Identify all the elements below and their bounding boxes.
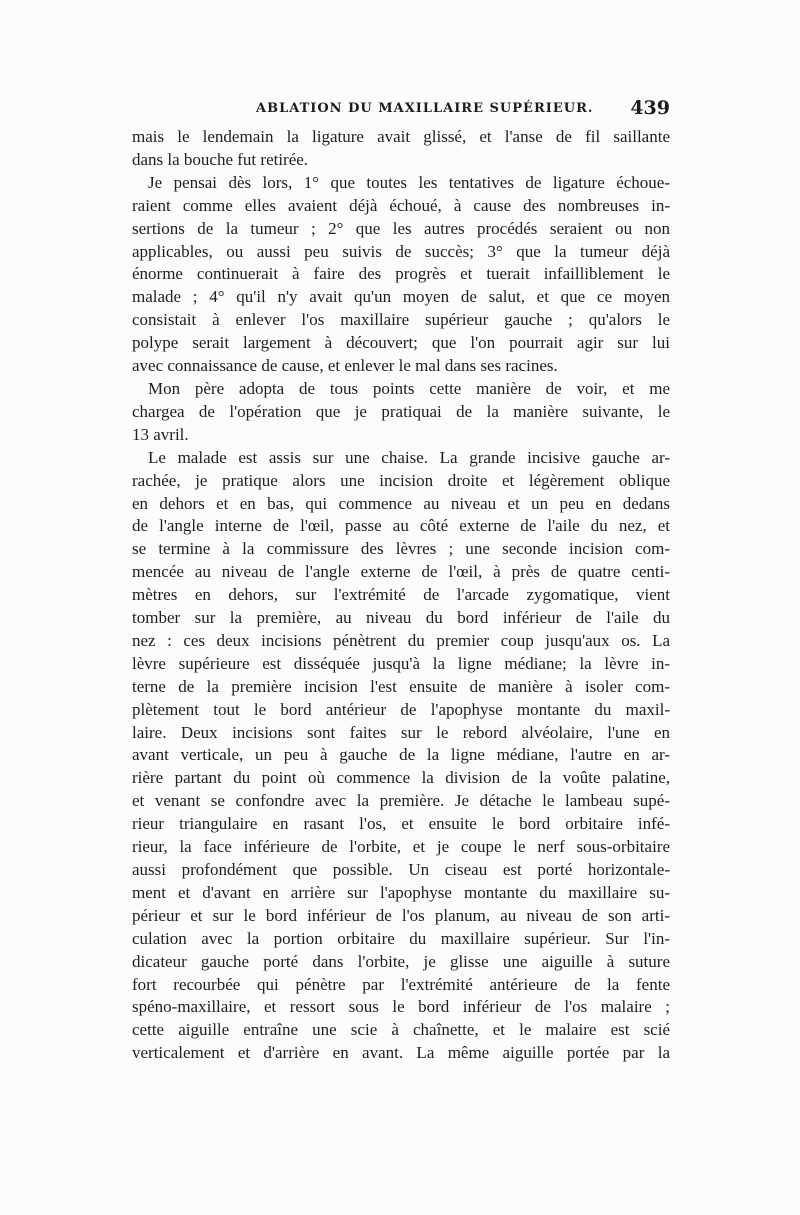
text-line: applicables, ou aussi peu suivis de succès; 3° que la tumeur déjà [132, 241, 670, 261]
text-line: avant verticale, un peu à gauche de la ligne médiane, l'autre en ar- [132, 745, 670, 765]
text-line: en dehors et en bas, qui commence au niveau et un peu en dedans [132, 493, 670, 513]
body-text [132, 126, 670, 1065]
page-number: 439 [630, 97, 670, 119]
text-line: dicateur gauche porté dans l'orbite, je glisse une aiguille à suture [132, 951, 670, 971]
text-line: rieur triangulaire en rasant l'os, et ensuite le bord orbitaire infé- [132, 814, 670, 834]
text-line: mais le lendemain la ligature avait glissé, et l'anse de fil saillante [132, 127, 670, 146]
text-line: chargea de l'opération que je pratiquai de la manière suivante, le [132, 401, 670, 421]
text-line: nez : ces deux incisions pénètrent du premier coup jusqu'aux os. La [132, 630, 670, 650]
text-line: rieur, la face inférieure de l'orbite, et je coupe le nerf sous-orbitaire [132, 837, 670, 857]
text-line: avec connaissance de cause, et enlever le mal dans ses racines. [132, 356, 558, 376]
text-line: Mon père adopta de tous points cette manière de voir, et me [148, 378, 670, 398]
paragraph [132, 447, 670, 1065]
text-line: laire. Deux incisions sont faites sur le rebord alvéolaire, l'une en [132, 722, 670, 742]
text-line: lèvre supérieure est disséquée jusqu'à la ligne médiane; la lèvre in- [132, 653, 670, 673]
text-line: rière partant du point où commence la division de la voûte palatine, [132, 768, 670, 788]
text-line: de l'angle interne de l'œil, passe au côté externe de l'aile du nez, et [132, 516, 670, 536]
text-line: raient comme elles avaient déjà échoué, à cause des nombreuses in- [132, 195, 670, 215]
text-line: se termine à la commissure des lèvres ; une seconde incision com- [132, 539, 670, 559]
text-line: consistait à enlever l'os maxillaire supérieur gauche ; qu'alors le [132, 310, 670, 330]
text-line: énorme continuerait à faire des progrès et tuerait infailliblement le [132, 264, 670, 284]
text-line: rachée, je pratique alors une incision droite et légèrement oblique [132, 470, 670, 490]
text-line: plètement tout le bord antérieur de l'apophyse montante du maxil- [132, 699, 670, 719]
text-line: verticalement et d'arrière en avant. La même aiguille portée par la [132, 1043, 670, 1063]
text-line: et venant se confondre avec la première. Je détache le lambeau supé- [132, 791, 670, 811]
text-line: Le malade est assis sur une chaise. La grande incisive gauche ar- [148, 447, 670, 467]
paragraph [132, 172, 670, 378]
text-line: dans la bouche fut retirée. [132, 149, 309, 169]
paragraph [132, 126, 670, 172]
text-line: polype serait largement à découvert; que l'on pourrait agir sur lui [132, 333, 670, 353]
running-head: ABLATION DU MAXILLAIRE SUPÉRIEUR. [256, 101, 594, 116]
text-line: 13 avril. [132, 424, 189, 444]
text-line: sertions de la tumeur ; 2° que les autres procédés seraient ou non [132, 218, 670, 238]
text-line: fort recourbée qui pénètre par l'extrémité antérieure de la fente [132, 974, 670, 994]
text-line: cette aiguille entraîne une scie à chaînette, et le malaire est scié [132, 1020, 670, 1040]
text-line: Je pensai dès lors, 1° que toutes les tentatives de ligature échoue- [148, 172, 670, 192]
text-line: malade ; 4° qu'il n'y avait qu'un moyen de salut, et que ce moyen [132, 287, 670, 307]
text-line: aussi profondément que possible. Un ciseau est porté horizontale- [132, 860, 670, 879]
text-line: mètres en dehors, sur l'extrémité de l'arcade zygomatique, vient [132, 585, 670, 605]
page-header [132, 97, 670, 123]
paragraph [132, 378, 670, 447]
text-line: périeur et sur le bord inférieur de l'os planum, au niveau de son arti- [132, 905, 670, 925]
text-line: culation avec la portion orbitaire du maxillaire supérieur. Sur l'in- [132, 928, 670, 948]
text-line: tomber sur la première, au niveau du bord inférieur de l'aile du [132, 608, 670, 628]
text-line: spéno-maxillaire, et ressort sous le bord inférieur de l'os malaire ; [132, 997, 670, 1017]
text-line: terne de la première incision l'est ensuite de manière à isoler com- [132, 676, 670, 696]
text-line: mencée au niveau de l'angle externe de l'œil, à près de quatre centi- [132, 562, 670, 582]
text-line: ment et d'avant en arrière sur l'apophyse montante du maxillaire su- [132, 882, 670, 902]
